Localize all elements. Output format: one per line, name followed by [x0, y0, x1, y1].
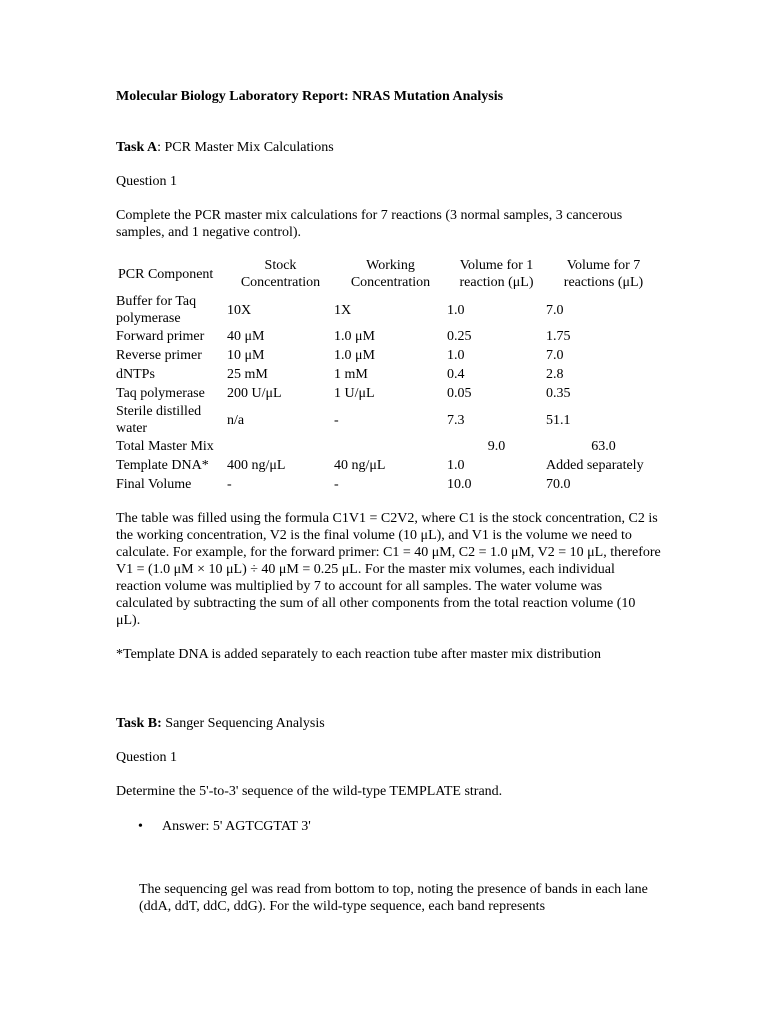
- table-row: [116, 365, 661, 384]
- cell-working: 1X: [334, 302, 352, 318]
- cell-stock: 10 μM: [227, 348, 265, 363]
- task-a-explanation: The table was filled using the formula C1V1 = C2V2, where C1 is the stock concentration, C2 is the working concentration, V2 is the final volume (10 μL), and V1 is the volume we need to calculate. For example, for the forward primer: C1 = 40 μM, C2 = 1.0 μM, V2 = 10 μL, therefore V1 = (1.0 μM × 10 μL) ÷ 40 μM = 0.25 μL. For the master mix volumes, each individual reaction volume was multiplied by 7 to account for all samples. The water volume was calculated by subtracting the sum of all other components from the total reaction volume (10 μL).: [116, 511, 661, 628]
- cell-component: dNTPs: [116, 367, 155, 382]
- cell-working: -: [334, 477, 339, 492]
- cell-component: Final Volume: [116, 477, 192, 492]
- answer-list: [116, 818, 661, 835]
- cell-stock: 400 ng/μL: [227, 458, 286, 473]
- cell-vol-7: 0.35: [546, 386, 571, 401]
- bullet-icon: •: [138, 819, 143, 834]
- cell-working: 1 mM: [334, 367, 368, 382]
- task-b-instruction: Determine the 5'-to-3' sequence of the wild-type TEMPLATE strand.: [116, 784, 503, 799]
- cell-stock: 10X: [227, 302, 252, 318]
- task-b-label: Task B:: [116, 716, 162, 731]
- cell-component: Forward primer: [116, 329, 205, 344]
- table-row: [116, 327, 661, 346]
- report-page: [116, 88, 661, 915]
- task-b-heading: [116, 715, 661, 732]
- task-b-title: Sanger Sequencing Analysis: [161, 716, 325, 731]
- table-row: [116, 293, 661, 327]
- cell-vol-7: 51.1: [546, 412, 571, 428]
- cell-vol-1: 1.0: [447, 302, 465, 318]
- cell-vol-7: 63.0: [591, 439, 616, 454]
- header-pcr-component: PCR Component: [118, 266, 214, 282]
- cell-stock: n/a: [227, 412, 245, 428]
- cell-component: Buffer for Taq polymerase: [116, 294, 197, 326]
- table-row: [116, 456, 661, 475]
- cell-vol-1: 10.0: [447, 477, 472, 492]
- cell-vol-1: 0.25: [447, 329, 472, 344]
- cell-component: Reverse primer: [116, 348, 202, 363]
- table-row: [116, 475, 661, 494]
- cell-component: Template DNA*: [116, 458, 209, 473]
- cell-vol-7: Added separately: [546, 458, 644, 473]
- task-a-footnote: *Template DNA is added separately to each reaction tube after master mix distribution: [116, 647, 601, 662]
- cell-working: 1.0 μM: [334, 329, 375, 344]
- table-header-row: [116, 257, 661, 293]
- report-title: Molecular Biology Laboratory Report: NRAS Mutation Analysis: [116, 89, 504, 104]
- cell-vol-1: 0.05: [447, 386, 472, 401]
- cell-working: [334, 437, 447, 456]
- cell-vol-1: 1.0: [447, 458, 465, 473]
- task-b-answer: Answer: 5' AGTCGTAT 3': [162, 819, 311, 834]
- header-working-concentration: Working Concentration: [350, 258, 431, 290]
- cell-vol-1: 1.0: [447, 348, 465, 363]
- cell-stock: 40 μM: [227, 329, 265, 344]
- cell-vol-1: 7.3: [447, 412, 465, 428]
- cell-vol-7: 7.0: [546, 302, 564, 318]
- task-a-instruction: Complete the PCR master mix calculations for 7 reactions (3 normal samples, 3 cancerous samples, and 1 negative control).: [116, 208, 623, 240]
- pcr-master-mix-table: [116, 257, 661, 494]
- header-volume-7-reactions: Volume for 7 reactions (μL): [563, 258, 644, 290]
- cell-vol-1: 9.0: [487, 439, 506, 454]
- cell-working: -: [334, 412, 339, 428]
- cell-component: Total Master Mix: [116, 439, 214, 454]
- cell-working: 40 ng/μL: [334, 458, 386, 473]
- cell-stock: 200 U/μL: [227, 386, 282, 401]
- list-item: [116, 818, 661, 835]
- cell-vol-7: 7.0: [546, 348, 564, 363]
- table-row: [116, 403, 661, 437]
- task-a-question: Question 1: [116, 174, 178, 189]
- cell-working: 1 U/μL: [334, 386, 375, 401]
- cell-component: Sterile distilled water: [116, 404, 202, 436]
- task-b-question: Question 1: [116, 750, 178, 765]
- cell-vol-7: 2.8: [546, 367, 564, 382]
- task-b-explanation: The sequencing gel was read from bottom to top, noting the presence of bands in each lane (ddA, ddT, ddC, ddG). For the wild-type sequence, each band represents: [139, 882, 648, 914]
- task-a-label: Task A: [116, 140, 158, 155]
- header-volume-1-reaction: Volume for 1 reaction (μL): [459, 258, 534, 290]
- cell-vol-7: 1.75: [546, 329, 571, 344]
- task-a-title: : PCR Master Mix Calculations: [157, 140, 334, 155]
- cell-stock: -: [227, 477, 232, 492]
- cell-vol-1: 0.4: [447, 367, 465, 382]
- cell-stock: 25 mM: [227, 367, 268, 382]
- header-stock-concentration: Stock Concentration: [240, 258, 321, 290]
- cell-component: Taq polymerase: [116, 386, 205, 401]
- cell-vol-7: 70.0: [546, 477, 571, 492]
- task-a-heading: [116, 139, 661, 156]
- table-row-total: [116, 437, 661, 456]
- cell-working: 1.0 μM: [334, 348, 375, 363]
- table-row: [116, 346, 661, 365]
- table-row: [116, 384, 661, 403]
